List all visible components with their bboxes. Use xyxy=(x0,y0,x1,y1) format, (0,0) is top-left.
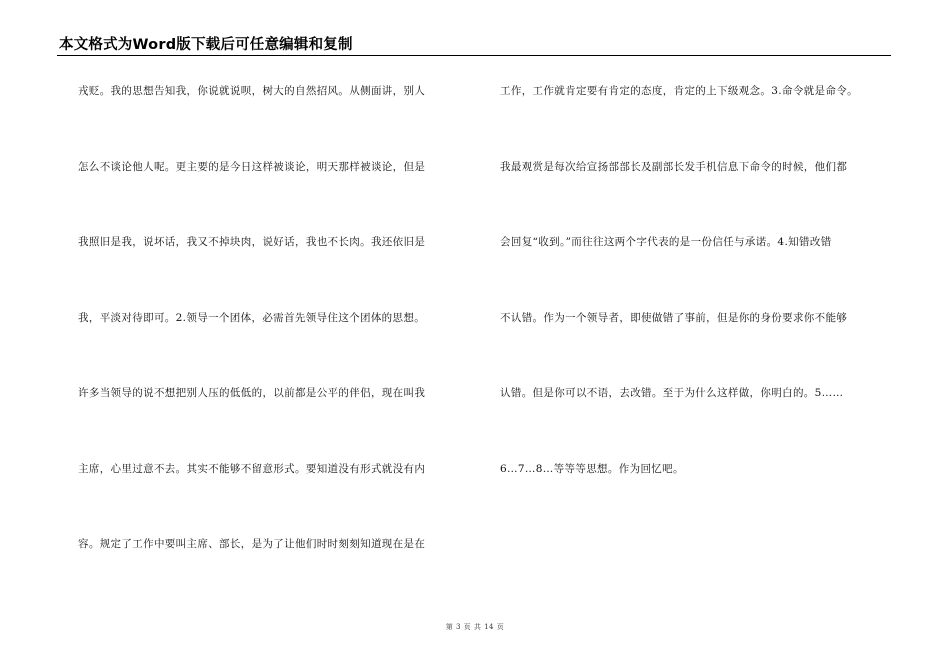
right-text-column xyxy=(500,84,892,537)
text-line: 我照旧是我，说坏话，我又不掉块肉，说好话，我也不长肉。我还依旧是 xyxy=(78,236,426,248)
text-line: 6…7…8…等等等思想。作为回忆吧。 xyxy=(500,462,684,475)
text-line: 许多当领导的说不想把别人压的低低的，以前都是公平的伴侣，现在叫我 xyxy=(78,387,426,399)
page-number-footer: 第 3 页 共 14 页 xyxy=(445,623,505,631)
header-divider xyxy=(57,55,891,56)
text-line: 认错。但是你可以不语，去改错。至于为什么这样做，你明白的。5…… xyxy=(500,387,844,399)
text-line: 怎么不谈论他人呢。更主要的是今日这样被谈论，明天那样被谈论，但是 xyxy=(78,160,426,173)
document-header-title: 本文格式为Word版下载后可任意编辑和复制 xyxy=(59,37,353,53)
text-line: 工作，工作就肯定要有肯定的态度，肯定的上下级观念。3.命令就是命令。 xyxy=(500,85,858,97)
text-line: 我，平淡对待即可。2.领导一个团体，必需首先领导住这个团体的思想。 xyxy=(78,311,426,324)
text-line: 容。规定了工作中要叫主席、部长，是为了让他们时时刻刻知道现在是在 xyxy=(78,538,426,550)
text-line: 主席，心里过意不去。其实不能够不留意形式。要知道没有形式就没有内 xyxy=(78,462,426,475)
text-line: 戎贬。我的思想告知我，你说就说呗，树大的自然招风。从侧面讲，别人 xyxy=(78,85,426,97)
text-line: 我最观赏是每次给宣扬部部长及副部长发手机信息下命令的时候，他们都 xyxy=(500,160,848,173)
text-line: 会回复“收到。”而往往这两个字代表的是一份信任与承诺。4.知错改错 xyxy=(500,236,832,248)
text-line: 不认错。作为一个领导者，即使做错了事前，但是你的身份要求你不能够 xyxy=(500,311,848,324)
left-text-column xyxy=(78,84,464,613)
